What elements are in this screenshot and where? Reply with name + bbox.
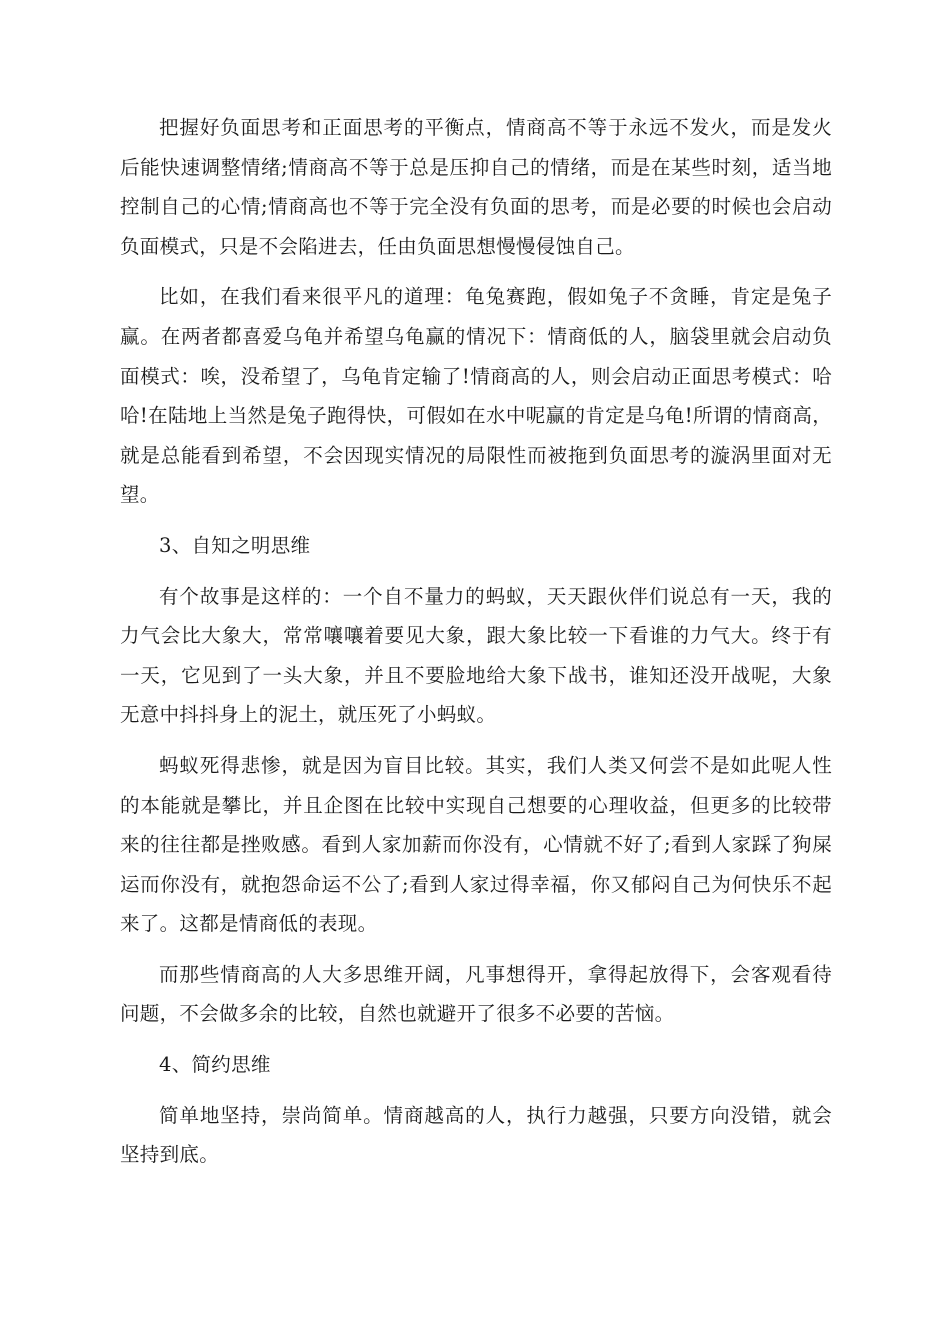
paragraph-persistence: 简单地坚持，崇尚简单。情商越高的人，执行力越强，只要方向没错，就会坚持到底。 (120, 1103, 832, 1167)
paragraph-open-minded: 而那些情商高的人大多思维开阔，凡事想得开，拿得起放得下，会客观看待问题，不会做多余的比较，自然也就避开了很多不必要的苦恼。 (120, 962, 832, 1026)
document-body (120, 108, 832, 1186)
paragraph-balance-thinking: 把握好负面思考和正面思考的平衡点，情商高不等于永远不发火，而是发火后能快速调整情绪;情商高不等于总是压抑自己的情绪，而是在某些时刻，适当地控制自己的心情;情商高也不等于完全没有负面的思考，而是必要的时候也会启动负面模式，只是不会陷进去，任由负面思想慢慢侵蚀自己。 (120, 116, 832, 258)
paragraph-ant-story: 有个故事是这样的：一个自不量力的蚂蚁，天天跟伙伴们说总有一天，我的力气会比大象大，常常嚷嚷着要见大象，跟大象比较一下看谁的力气大。终于有一天，它见到了一头大象，并且不要脸地给大象下战书，谁知还没开战呢，大象无意中抖抖身上的泥土，就压死了小蚂蚁。 (120, 584, 832, 727)
section-heading-self-knowledge: 3、自知之明思维 (159, 533, 311, 557)
section-heading-simplicity: 4、简约思维 (159, 1053, 271, 1077)
paragraph-tortoise-hare: 比如，在我们看来很平凡的道理：龟兔赛跑，假如兔子不贪睡，肯定是兔子赢。在两者都喜爱乌龟并希望乌龟赢的情况下：情商低的人，脑袋里就会启动负面模式：唉，没希望了，乌龟肯定输了!情商高的人，则会启动正面思考模式：哈哈!在陆地上当然是兔子跑得快，可假如在水中呢赢的肯定是乌龟!所谓的情商高，就是总能看到希望，不会因现实情况的局限性而被拖到负面思考的漩涡里面对无望。 (120, 285, 832, 507)
paragraph-blind-comparison: 蚂蚁死得悲惨，就是因为盲目比较。其实，我们人类又何尝不是如此呢人性的本能就是攀比，并且企图在比较中实现自己想要的心理收益，但更多的比较带来的往往都是挫败感。看到人家加薪而你没有，心情就不好了;看到人家踩了狗屎运而你没有，就抱怨命运不公了;看到人家过得幸福，你又郁闷自己为何快乐不起来了。这都是情商低的表现。 (120, 753, 832, 936)
